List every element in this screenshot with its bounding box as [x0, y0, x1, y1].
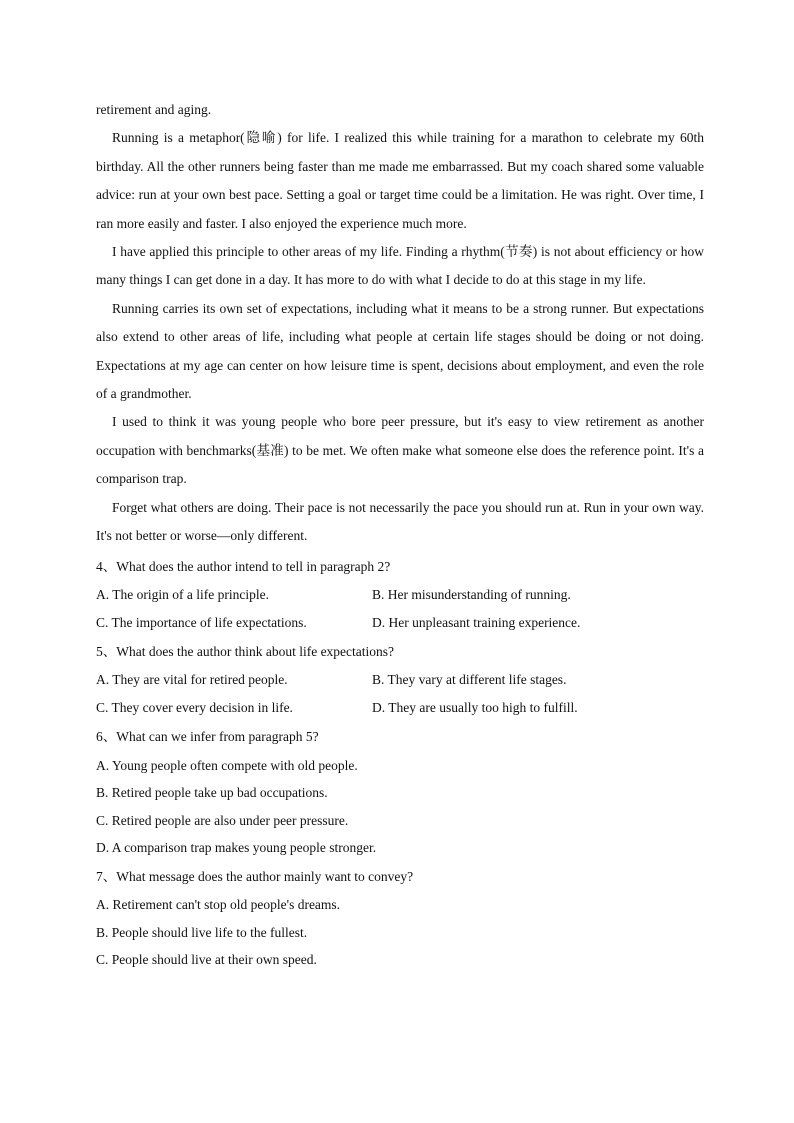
option-c: C. People should live at their own speed. — [96, 952, 317, 968]
option-row — [96, 609, 704, 637]
question-4 — [96, 553, 704, 637]
option-a: A. They are vital for retired people. — [96, 672, 288, 688]
option-b: B. They vary at different life stages. — [372, 672, 567, 688]
option-b: B. Retired people take up bad occupations. — [96, 785, 328, 801]
passage-paragraph: Forget what others are doing. Their pace is not necessarily the pace you should run at. Run in your own way. It's not better or worse—only different. — [96, 499, 704, 544]
option-c: C. They cover every decision in life. — [96, 700, 293, 716]
question-6 — [96, 723, 704, 861]
option-a: A. Young people often compete with old people. — [96, 757, 358, 773]
option-c: C. Retired people are also under peer pressure. — [96, 812, 349, 828]
option-row — [96, 581, 704, 609]
question-7 — [96, 863, 704, 974]
passage-paragraph: Running carries its own set of expectations, including what it means to be a strong runner. But expectations also extend to other areas of life, including what people at certain life stages should be doing or not doing. Expectations at my age can center on how leisure time is spent, decisions about employment, and even the role of a grandmother. — [96, 300, 704, 402]
option-b: B. People should live life to the fullest. — [96, 924, 308, 940]
question-stem: 4、What does the author intend to tell in paragraph 2? — [96, 558, 391, 574]
option-a: A. Retirement can't stop old people's dreams. — [96, 897, 341, 913]
option-b: B. Her misunderstanding of running. — [372, 586, 571, 602]
passage-paragraph: I have applied this principle to other areas of my life. Finding a rhythm(节奏) is not about efficiency or how many things I can get done in a day. It has more to do with what I decide to do at this stage in my life. — [96, 244, 704, 288]
question-5 — [96, 638, 704, 722]
option-c: C. The importance of life expectations. — [96, 614, 307, 630]
passage-paragraph: Running is a metaphor(隐喻) for life. I realized this while training for a marathon to celebrate my 60th birthday. All the other runners being faster than me made me embarrassed. But my coach shared some valuable advice: run at your own best pace. Setting a goal or target time could be a limitation. He was right. Over time, I ran more easily and faster. I also enjoyed the experience much more. — [96, 130, 704, 231]
option-row — [96, 694, 704, 722]
reading-passage — [96, 96, 704, 551]
question-stem: 6、What can we infer from paragraph 5? — [96, 729, 319, 745]
question-stem: 5、What does the author think about life expectations? — [96, 643, 395, 659]
option-d: D. Her unpleasant training experience. — [372, 614, 581, 630]
option-d: D. A comparison trap makes young people stronger. — [96, 840, 377, 856]
document-body — [96, 96, 704, 974]
option-d: D. They are usually too high to fulfill. — [372, 700, 578, 716]
passage-lead-line: retirement and aging. — [96, 102, 212, 117]
question-stem: 7、What message does the author mainly want to convey? — [96, 868, 414, 884]
option-row — [96, 666, 704, 694]
question-list — [96, 553, 704, 974]
passage-paragraph: I used to think it was young people who bore peer pressure, but it's easy to view retirement as another occupation with benchmarks(基准) to be met. We often make what someone else does the reference point. It's a comparison trap. — [96, 414, 704, 487]
option-a: A. The origin of a life principle. — [96, 586, 269, 602]
